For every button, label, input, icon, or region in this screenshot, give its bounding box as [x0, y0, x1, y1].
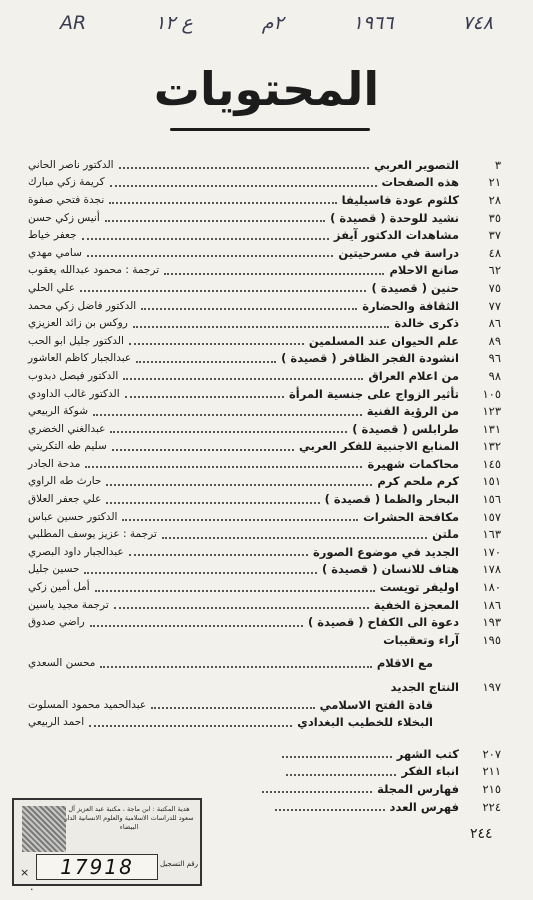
toc-entry: [28, 631, 503, 649]
toc-subentry: البخلاء للخطيب البغدادي احمد الربيعي: [28, 715, 433, 730]
toc-entry-num: ٢١: [488, 175, 501, 190]
toc-entry-num: ٩٨: [488, 368, 501, 383]
toc-entry-title: انباء الفكر: [401, 764, 459, 779]
toc-entry-title: اوليفر تويست: [379, 580, 459, 595]
margin-mark-x: ×: [20, 866, 30, 879]
toc-entry-title: حنين ( قصيدة ): [371, 280, 459, 295]
toc-entry-num: ١٨٠: [482, 580, 501, 595]
toc-entry: [28, 473, 503, 491]
toc-entry-num: ١٥٦: [482, 492, 501, 507]
registration-number: 17918: [36, 854, 158, 880]
toc-entry-author: أمل أمين زكي: [28, 581, 90, 594]
toc-entry-num: ٧٥: [488, 280, 501, 295]
toc-entry-num: ٤٨: [488, 245, 501, 260]
toc-entry-num: ٧٧: [488, 298, 501, 313]
toc-entry: [28, 763, 503, 781]
toc-entry-title: التصوير العربي: [374, 157, 459, 172]
toc-entry: [28, 438, 503, 456]
toc-entry: [28, 350, 503, 368]
toc-entry-author: ترجمة : محمود عبدالله يعقوب: [28, 264, 160, 277]
toc-entry-title: فهارس المجلة: [377, 781, 459, 796]
toc-entry: [28, 596, 503, 614]
toc-entry-author: الدكتور غالب الداودي: [28, 387, 120, 400]
stamp-text: هدية المكتبة : ابن ماجة ، مكتبة عبد العزيز آل سعود للدراسات الاسلامية والعلوم الانسانية الدار البيضاء: [64, 805, 194, 831]
handwritten-annotation: [60, 6, 493, 40]
toc-entry-title: كلثوم عودة فاسيليفا: [341, 192, 459, 207]
toc-entry-title: فهرس العدد: [389, 799, 459, 814]
toc-entry-num: ١٣٢: [482, 439, 501, 454]
last-page-number: ٢٤٤: [470, 826, 493, 842]
toc-entry-title: المعجزة الخفية: [373, 597, 459, 612]
toc-entry-title: تأثير الزواج على جنسية المرأة: [288, 386, 459, 401]
toc-entry-title: نشيد للوحدة ( قصيدة ): [330, 210, 459, 225]
toc-entry-num: ١٩٣: [482, 615, 501, 630]
toc-entry-author: سليم طه التكريتي: [28, 440, 107, 453]
hand-note-c: ٢م: [261, 12, 284, 34]
toc-entry-title: الثقافة والحضارة: [362, 298, 459, 313]
toc-entry-title: هذه الصفحات: [381, 175, 459, 190]
toc-entry-num: ٨٩: [488, 333, 501, 348]
toc-entry-author: حسين جليل: [28, 563, 80, 576]
toc-entry: [28, 191, 503, 209]
toc-entry-num: ٢٢٤: [482, 799, 501, 814]
toc-entry: [28, 578, 503, 596]
page-title: المحتويات: [153, 62, 380, 116]
toc-entry-title: من اعلام العراق: [368, 368, 459, 383]
toc-entry-title: طرابلس ( قصيدة ): [352, 421, 459, 436]
toc-entry-title: دراسة في مسرحيتين: [338, 245, 459, 260]
toc-entry-author: عبدالغني الخضري: [28, 422, 106, 435]
toc-entry-num: ١٦٣: [482, 527, 501, 542]
registration-label: رقم التسجيل: [160, 860, 198, 868]
toc-entry-title: محاكمات شهيرة: [367, 456, 459, 471]
toc-entry: [28, 226, 503, 244]
toc-entry-title: ذكرى خالدة: [394, 316, 459, 331]
toc-entry: [28, 367, 503, 385]
toc-entry-author: ترجمة مجيد ياسين: [28, 598, 109, 611]
toc-entry-num: ٣٧: [488, 228, 501, 243]
toc-subentry: قادة الفتح الاسلامي عبدالحميد محمود المسلوت: [28, 697, 433, 712]
toc-entry: [28, 561, 503, 579]
toc-entry-author: جعفر خياط: [28, 229, 77, 242]
toc-entry-title: البحار والظما ( قصيدة ): [324, 492, 459, 507]
toc-entry: [28, 780, 503, 798]
toc-entry-title: مكافحة الحشرات: [363, 509, 459, 524]
toc-entry-num: ٣: [494, 157, 501, 172]
toc-entry-author: حارث طه الراوي: [28, 475, 102, 488]
toc-entry: [28, 385, 503, 403]
toc-entry-title: من الرؤية الفنية: [366, 404, 459, 419]
toc-entry: [28, 525, 503, 543]
toc-entry-num: ١٠٥: [482, 386, 501, 401]
toc-entry-title: انشودة الفجر الظافر ( قصيدة ): [281, 351, 459, 366]
toc-entry-author: عبدالجبار كاظم العاشور: [28, 352, 132, 365]
toc-entry-title: الجديد في موضوع الصورة: [312, 544, 459, 559]
toc-entry-author: عبدالجبار داود البصري: [28, 545, 124, 558]
toc-entry-author: شوكة الربيعي: [28, 405, 89, 418]
toc-entry: [28, 402, 503, 420]
margin-mark-dot: .: [30, 880, 34, 893]
toc-entry-num: ١٢٣: [482, 404, 501, 419]
toc-entry: [28, 174, 503, 192]
toc-entry: [28, 332, 503, 350]
toc-entry-author: نجدة فتحي صفوة: [28, 193, 105, 206]
toc-entry-num: ٢١٥: [482, 781, 501, 796]
toc-entry-title: مشاهدات الدكتور آيفز: [333, 228, 459, 243]
toc-entry-author: ترجمة : عزيز يوسف المطلبي: [28, 528, 157, 541]
toc-entry-author: روكس بن زائد العزيزي: [28, 317, 128, 330]
title-underline: [170, 128, 370, 131]
toc-entry-author: الدكتور حسين عباس: [28, 510, 118, 523]
toc-subentry: مع الاقلام محسن السعدي: [28, 656, 433, 671]
toc-entry: [28, 262, 503, 280]
toc-entry-num: ١٨٦: [482, 597, 501, 612]
toc-entry-author: كريمة زكي مبارك: [28, 176, 105, 189]
toc-entry: [28, 490, 503, 508]
toc-entry: ١٩٧ النتاج الجديد: [390, 680, 501, 695]
toc-entry-author: الدكتور فيصل دبدوب: [28, 369, 119, 382]
toc-entry-num: ١٥١: [482, 474, 501, 489]
toc-entry-title: علم الحيوان عند المسلمين: [308, 333, 459, 348]
toc-entry-title: كرم ملحم كرم: [377, 474, 459, 489]
toc-entry-title: المنابع الاجنبية للفكر العربي: [298, 439, 459, 454]
table-of-contents: [28, 156, 503, 815]
toc-entry-title: آراء وتعقيبات: [383, 632, 459, 647]
toc-entry: [28, 745, 503, 763]
toc-entry-title: كتب الشهر: [396, 746, 459, 761]
toc-entry: [28, 156, 503, 174]
toc-entry: [28, 508, 503, 526]
hand-note-d: ١٩٦٦: [352, 12, 394, 34]
toc-entry: [28, 244, 503, 262]
toc-entry-num: ٢٠٧: [482, 746, 501, 761]
toc-entry-title: ملتن: [432, 527, 459, 542]
toc-entry-title: صانع الاحلام: [389, 263, 459, 278]
toc-entry-author: مدحة الجادر: [28, 457, 81, 470]
toc-entry-num: ٣٥: [488, 210, 501, 225]
toc-entry-author: راضي صدوق: [28, 616, 85, 629]
toc-entry-title: هتاف للانسان ( قصيدة ): [321, 562, 459, 577]
toc-entry: [28, 613, 503, 631]
toc-entry: [28, 455, 503, 473]
toc-entry-num: ٩٦: [488, 351, 501, 366]
toc-entry-num: ١٧٠: [482, 544, 501, 559]
hand-note-e: ٧٤٨: [462, 12, 493, 34]
toc-entry-author: أنيس زكي حسن: [28, 211, 100, 224]
toc-entry-num: ١٣١: [482, 421, 501, 436]
toc-entry-author: الدكتور جليل ابو الحب: [28, 334, 124, 347]
toc-entry-author: الدكتور ناصر الحاني: [28, 158, 114, 171]
toc-entry: [28, 543, 503, 561]
toc-entry-num: ١٧٨: [482, 562, 501, 577]
toc-entry-author: الدكتور فاضل زكي محمد: [28, 299, 137, 312]
toc-entry-num: ٦٢: [488, 263, 501, 278]
toc-entry-author: علي الحلي: [28, 281, 75, 294]
hand-note-a: AR: [60, 12, 87, 34]
toc-entry-num: ١٥٧: [482, 509, 501, 524]
toc-entry-author: سامي مهدي: [28, 246, 82, 259]
toc-entry-title: دعوة الى الكفاح ( قصيدة ): [308, 615, 459, 630]
stamp-seal: [22, 806, 66, 852]
toc-entry-author: علي جعفر العلاق: [28, 493, 102, 506]
hand-note-b: ع ١٢: [155, 12, 193, 34]
toc-entry-num: ١٩٥: [482, 632, 501, 647]
toc-entry: [28, 314, 503, 332]
toc-entry-num: ٢٨: [488, 192, 501, 207]
toc-entry-num: ٨٦: [488, 316, 501, 331]
toc-entry: [28, 209, 503, 227]
toc-entries: [28, 156, 503, 649]
toc-entry: [28, 279, 503, 297]
toc-entry: [28, 297, 503, 315]
toc-entry-num: ١٤٥: [482, 456, 501, 471]
library-stamp: [12, 798, 202, 886]
toc-entry-num: ٢١١: [482, 764, 501, 779]
toc-entry: [28, 420, 503, 438]
